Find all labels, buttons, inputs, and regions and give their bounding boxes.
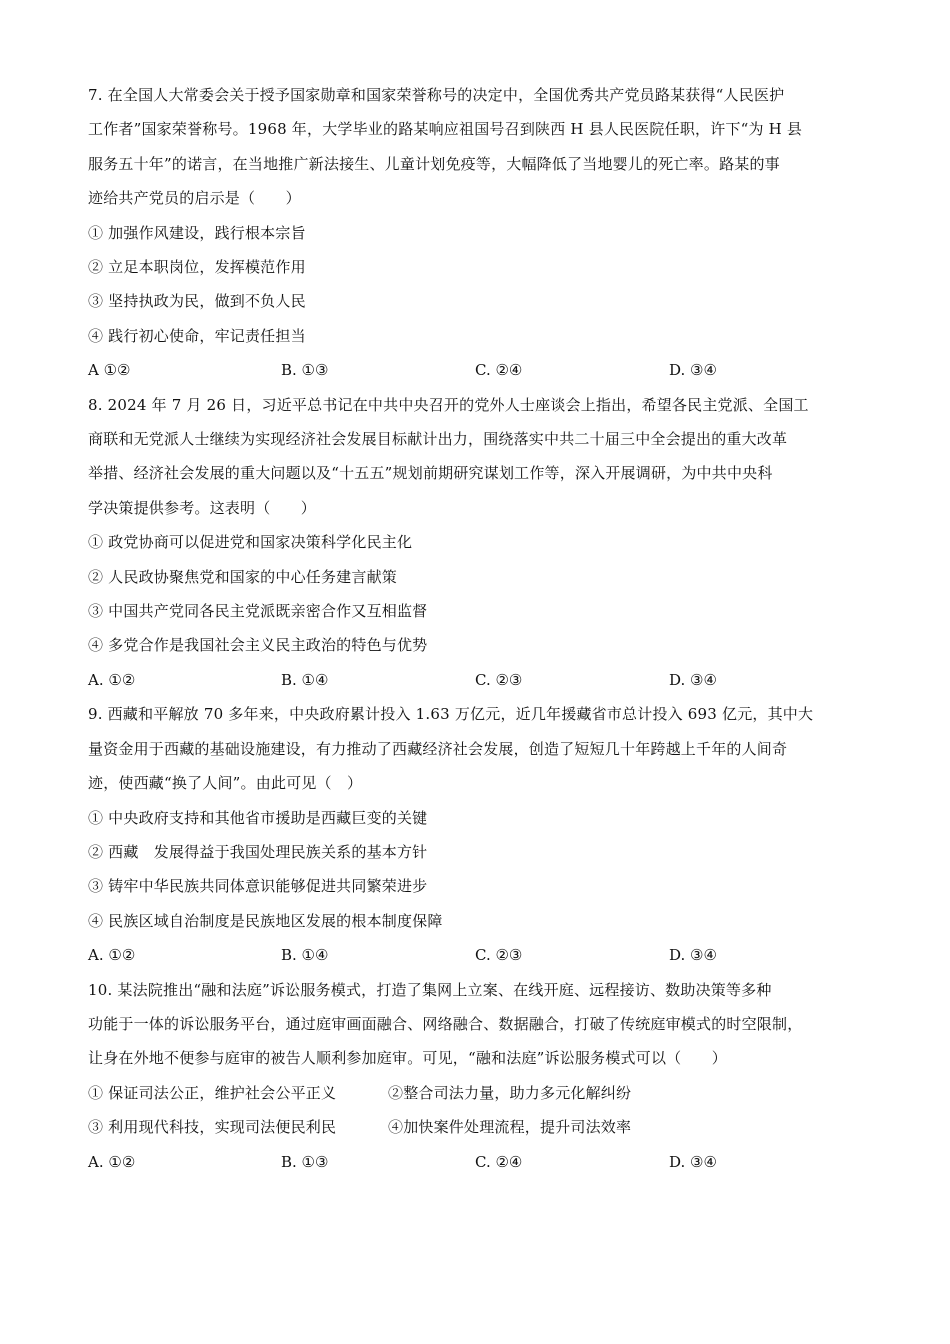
answer-choices <box>88 938 878 972</box>
choice-b: B. ①③ <box>281 1152 329 1171</box>
choice-c: C. ②③ <box>475 670 523 689</box>
option-statement: ③ 中国共产党同各民主党派既亲密合作又互相监督 <box>88 602 428 621</box>
option-statement: ② 人民政协聚焦党和国家的中心任务建言献策 <box>88 567 397 586</box>
choice-a: A. ①② <box>88 1152 136 1171</box>
choice-b: B. ①③ <box>281 361 329 380</box>
question-stem-line: 迹给共产党员的启示是（ ） <box>88 189 301 208</box>
option-statement: ② 立足本职岗位，发挥模范作用 <box>88 258 306 277</box>
option-statement: ④ 践行初心使命，牢记责任担当 <box>88 326 306 345</box>
question-stem-line: 功能于一体的诉讼服务平台，通过庭审画面融合、网络融合、数据融合，打破了传统庭审模式的时空限制， <box>88 1014 803 1033</box>
choice-c: C. ②③ <box>475 946 523 965</box>
choice-d: D. ③④ <box>669 361 717 380</box>
choice-d: D. ③④ <box>669 670 717 689</box>
choice-b: B. ①④ <box>281 670 329 689</box>
question-9 <box>88 697 878 972</box>
option-pair-row <box>88 1110 878 1144</box>
answer-choices <box>88 353 878 387</box>
option-statement: ① 政党协商可以促进党和国家决策科学化民主化 <box>88 533 413 552</box>
question-stem-line: 举措、经济社会发展的重大问题以及“十五五”规划前期研究谋划工作等，深入开展调研，为中共中央科 <box>88 464 773 483</box>
answer-choices <box>88 1145 878 1179</box>
option-statement: ③ 坚持执政为民，做到不负人民 <box>88 292 306 311</box>
exam-page <box>88 78 878 1179</box>
option-statement: ① 加强作风建设，践行根本宗旨 <box>88 223 306 242</box>
question-10 <box>88 973 878 1179</box>
choice-a: A. ①② <box>88 946 136 965</box>
question-7 <box>88 78 878 388</box>
option-statement: ④ 民族区域自治制度是民族地区发展的根本制度保障 <box>88 911 443 930</box>
question-stem-line: 服务五十年”的诺言，在当地推广新法接生、儿童计划免疫等，大幅降低了当地婴儿的死亡率。路某的事 <box>88 154 780 173</box>
option-statement: ① 中央政府支持和其他省市援助是西藏巨变的关键 <box>88 808 428 827</box>
choice-c: C. ②④ <box>475 361 523 380</box>
option-statement: ④加快案件处理流程，提升司法效率 <box>388 1118 632 1137</box>
choice-a: A ①② <box>88 361 131 380</box>
question-stem-line: 8. 2024 年 7 月 26 日，习近平总书记在中共中央召开的党外人士座谈会上指出，希望各民主党派、全国工 <box>88 395 809 414</box>
question-stem-line: 商联和无党派人士继续为实现经济社会发展目标献计出力，围绕落实中共二十届三中全会提出的重大改革 <box>88 430 788 449</box>
answer-choices <box>88 663 878 697</box>
choice-d: D. ③④ <box>669 1152 717 1171</box>
question-stem-line: 学决策提供参考。这表明（ ） <box>88 498 317 517</box>
option-pair-row <box>88 1076 878 1110</box>
question-stem-line: 让身在外地不便参与庭审的被告人顺利参加庭审。可见，“融和法庭”诉讼服务模式可以（ ） <box>88 1049 727 1068</box>
question-stem-line: 量资金用于西藏的基础设施建设，有力推动了西藏经济社会发展，创造了短短几十年跨越上千年的人间奇 <box>88 739 788 758</box>
question-stem-line: 工作者”国家荣誉称号。1968 年，大学毕业的路某响应祖国号召到陕西 H 县人民医院任职，许下“为 H 县 <box>88 120 803 139</box>
question-stem-line: 迹，使西藏“换了人间”。由此可见（ ） <box>88 774 363 793</box>
option-statement: ② 西藏 发展得益于我国处理民族关系的基本方针 <box>88 842 428 861</box>
choice-a: A. ①② <box>88 670 136 689</box>
choice-c: C. ②④ <box>475 1152 523 1171</box>
option-statement: ① 保证司法公正，维护社会公平正义 <box>88 1083 337 1102</box>
option-statement: ②整合司法力量，助力多元化解纠纷 <box>388 1083 632 1102</box>
choice-b: B. ①④ <box>281 946 329 965</box>
option-statement: ③ 利用现代科技，实现司法便民利民 <box>88 1118 337 1137</box>
question-stem-line: 9. 西藏和平解放 70 多年来，中央政府累计投入 1.63 万亿元，近几年援藏省市总计投入 693 亿元，其中大 <box>88 705 814 724</box>
option-statement: ④ 多党合作是我国社会主义民主政治的特色与优势 <box>88 636 428 655</box>
question-stem-line: 10. 某法院推出“融和法庭”诉讼服务模式，打造了集网上立案、在线开庭、远程接访、数助决策等多种 <box>88 980 772 999</box>
question-8 <box>88 388 878 698</box>
choice-d: D. ③④ <box>669 946 717 965</box>
option-statement: ③ 铸牢中华民族共同体意识能够促进共同繁荣进步 <box>88 877 428 896</box>
question-stem-line: 7. 在全国人大常委会关于授予国家勋章和国家荣誉称号的决定中，全国优秀共产党员路某获得“人民医护 <box>88 86 785 104</box>
